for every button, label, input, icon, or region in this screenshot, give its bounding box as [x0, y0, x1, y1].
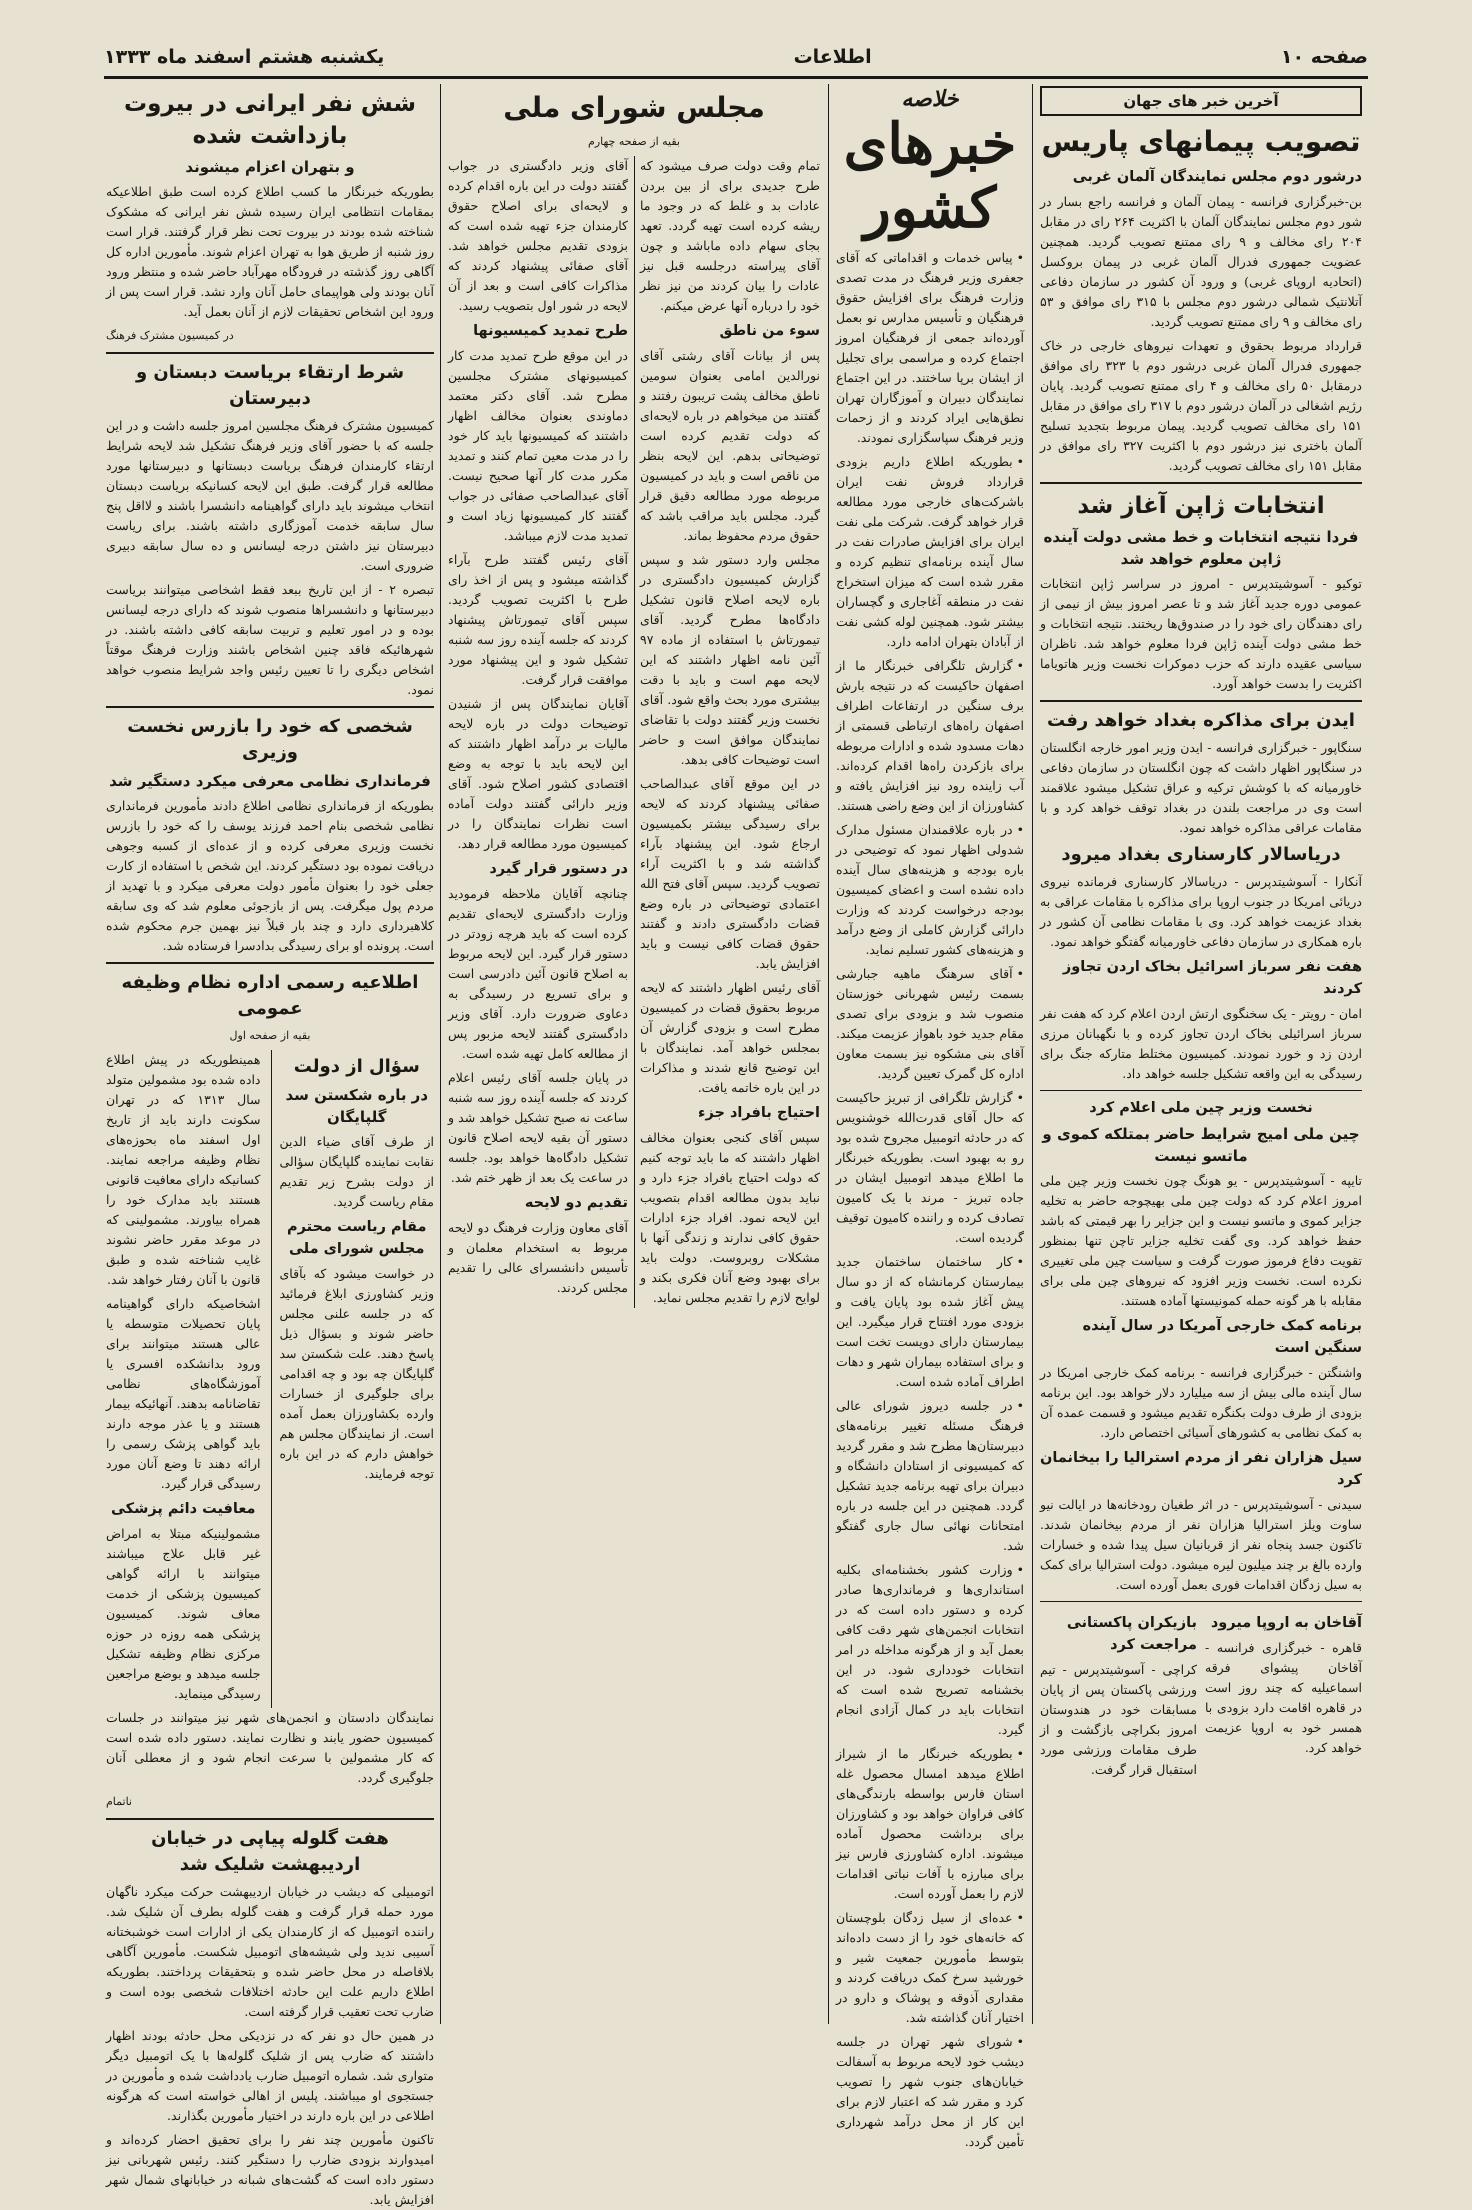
- aga-khan-headline: آقاخان به اروپا میرود: [1210, 1615, 1362, 1631]
- shooting-body-3: تاکنون مأمورین چند نفر را برای تحقیق احضار کرده‌اند و امیدوارند بزودی ضارب را دستگیر کنند. رئیس شهربانی نیز دستور داده است که گشت‌های شبانه در خیابانهای شمال شهر افزایش یابد.: [106, 2132, 434, 2207]
- domestic-news-masthead: [836, 86, 1024, 240]
- admiral-headline: دریاسالار کارسناری بغداد میرود: [1061, 844, 1341, 865]
- parliament-text: آقای رئیس گفتند طرح بآراء گذاشته میشود و پس از اخذ رای طرح با اکثریت تصویب گردید. سپس آقای تیمورتاش پیشنهاد کردند که جلسه آینده روز سه شنبه تشکیل شود و این پیشنهاد مورد موافقت قرار گرفت.: [448, 552, 628, 687]
- china-subheadline: چین ملی امیج شرایط حاضر بمتلکه کموی و ماتسو نیست: [1042, 1125, 1360, 1165]
- six-iranians-subheadline: و بتهران اعزام میشوند: [185, 158, 355, 176]
- japan-headline: انتخابات ژاپن آغاز شد: [1077, 493, 1325, 519]
- conscription-headline: اطلاعیه رسمی اداره نظام وظیفه عمومی: [121, 972, 419, 1019]
- question-body-2: در خواست میشود که بآقای وزیر کشاورزی ابلاغ فرمائید که در جلسه علنی مجلس حاضر شوند و بسؤال ذیل پاسخ دهند. علت شکستن سد گلپایگان چه بود و چه اقدامی برای جلوگیری از خسارات وارده بکشاورزان بعمل آمده است. از نمایندگان مجلس هم خواهش دارم که در این باره توجه فرمایند.: [279, 1266, 434, 1481]
- domestic-item: • گزارش تلگرافی خبرنگار ما از اصفهان حاکیست که در نتیجه بارش برف سنگین در ارتفاعات اطراف اصفهان راه‌های ارتباطی قسمتی از دهات مسدود شده و ادارات مربوطه برای بازکردن راه‌ها اقدام کرده‌اند. آب زاینده رود نیز افزایش یافته و کشاورزان از این وضع راضی هستند.: [836, 656, 1024, 816]
- third-speaker-heading: سوء من ناطق: [719, 323, 820, 339]
- shooting-body-2: در همین حال دو نفر که در نزدیکی محل حادثه بودند اظهار داشتند که ضارب پس از شلیک گلوله‌ها با یک اتومبیل دیگر متواری شد. شماره اتومبیل ضارب یادداشت شده و مأمورین در جستجوی او میباشند. پلیس از اهالی خواسته است که هرگونه اطلاعی در این باره دارند در اختیار مأمورین بگذارند.: [106, 2028, 434, 2123]
- domestic-item: • عده‌ای از سیل زدگان بلوچستان که خانه‌های خود را از دست داده‌اند بتوسط مأمورین جمعیت شیر و خورشید سرخ کمک دریافت کردند و مقداری آذوقه و پوشاک و دارو در اختیار آنان گذاشته شد.: [836, 1908, 1024, 2028]
- parliament-column: [448, 84, 820, 2024]
- six-iranians-headline: شش نفر ایرانی در بیروت بازداشت شده: [123, 91, 417, 149]
- parliament-text: در این موقع طرح تمدید مدت کار کمیسیونهای مشترک مجلسین مطرح شد. آقای دکتر معتمد دماوندی بعنوان مخالف اظهار داشتند که کمیسیونها باید کار خود را در مدت معین تمام کنند و تمدید مکرر مدت کار آنها صحیح نیست. آقای عبدالصاحب صفائی در جواب گفتند کار کمیسیونها زیاد است و تمدید مدت لازم میباشد.: [448, 348, 628, 543]
- karachi-headline: بازیکران پاکستانی مراجعت کرد: [1066, 1615, 1197, 1653]
- section-note: در کمیسیون مشترک فرهنگ: [106, 329, 234, 342]
- parliament-text: سپس آقای کنجی بعنوان مخالف اظهار داشتند که ما باید توجه کنیم که دولت احتیاج بافراد جزء دارد و نباید بدون مطالعه اقدام بتصویب این لایحه نمود. افراد جزء ادارات حقوق کافی ندارند و زندگی آنها با مشکلات روبروست. دولت باید برای بهبود وضع آنان فکری بکند و لوایح لازم را تقدیم مجلس نماید.: [640, 1130, 820, 1305]
- parliament-text: چنانچه آقایان ملاحظه فرمودید وزارت دادگستری لایحه‌ای تقدیم کرده است که باید هرچه زودتر در دستور قرار گیرد. این لایحه مربوط به اصلاح قانون آئین دادرسی است و برای تسریع در رسیدگی به دعاوی ضرورت دارد. آقای وزیر دادگستری گفتند لایحه مزبور پس از مطالعه کامل تهیه شده است.: [448, 886, 628, 1061]
- impostor-headline: شخصی که خود را بازرس نخست وزیری: [127, 716, 413, 763]
- agenda-heading: در دستور قرار گیرد: [489, 861, 628, 877]
- shooting-headline: هفت گلوله پیاپی در خیابان اردیبهشت شلیک شد: [151, 1828, 389, 1875]
- domestic-item: • کار ساختمان ساختمان جدید بیمارستان کرمانشاه که از دو سال پیش آغاز شده بود پایان یافت و بزودی مورد افتتاح قرار میگیرد. این بیمارستان دارای دویست تخت است و برای استفاده بیماران شهر و دهات اطراف آماده شده است.: [836, 1252, 1024, 1392]
- commissions-heading: طرح تمدید کمیسیونها: [473, 323, 628, 339]
- japan-subheadline: فردا نتیجه انتخابات و خط مشی دولت آینده ژاپن معلوم خواهد شد: [1043, 528, 1359, 568]
- question-subheadline: در باره شکستن سد گلپایگان: [285, 1086, 429, 1126]
- exemption-body: مشمولینیکه مبتلا به امراض غیر قابل علاج میباشند میتوانند با ارائه گواهی کمیسیون پزشکی از خدمت معاف شوند. کمیسیون پزشکی همه روزه در حوزه مرکزی نظام وظیفه تشکیل جلسه میدهد و بوضع مراجعین رسیدگی مینماید.: [106, 1526, 261, 1701]
- left-column: [106, 84, 434, 2207]
- paris-subheadline: درشور دوم مجلس نمایندگان آلمان غربی: [1072, 169, 1362, 185]
- divider: [106, 352, 434, 354]
- domestic-item: • وزارت کشور بخشنامه‌ای بکلیه استانداری‌ها و فرمانداری‌ها صادر کرده و دستور داده است که در انتخابات انجمن‌های شهر دقت کافی بعمل آید و از هرگونه مداخله در امر انتخابات خودداری شود. در این بخشنامه تصریح شده است که انتخابات باید در کمال آزادی انجام گیرد.: [836, 1560, 1024, 1740]
- china-headline: نخست وزیر چین ملی اعلام کرد: [1089, 1100, 1313, 1116]
- paris-headline: تصویب پیمانهای پاریس: [1041, 125, 1361, 158]
- parliament-continued: بقیه از صفحه چهارم: [588, 135, 680, 148]
- karachi-brief: [1040, 1608, 1197, 1784]
- parliament-headline: مجلس شورای ملی: [503, 91, 765, 124]
- admiral-body: آنکارا - آسوشیتدپرس - دریاسالار کارسناری فرمانده نیروی دریائی امریکا در جنوب اروپا برای مذاکره با مقامات عراقی به بغداد عزیمت خواهد کرد. وی با مقامات نظامی آن کشور در باره همکاری در سازمان دفاعی خاورمیانه گفتگو خواهد نمود.: [1040, 874, 1362, 949]
- masthead-small-word: خلاصه: [901, 86, 959, 112]
- promotion-body: کمیسیون مشترک فرهنگ مجلسین امروز جلسه داشت و در این جلسه که با حضور آقای وزیر فرهنگ تشکیل شد لایحه شرایط ارتقاء کارمندان فرهنگ بریاست دبستانها و دبیرستانها مورد مطالعه قرار گرفت. طبق این لایحه کسانیکه بریاست دبستان انتخاب میشوند باید دارای گواهینامه دانشسرا باشند و لااقل پنج سال سابقه خدمت آموزگاری داشته باشند. برای ریاست دبیرستان نیز داشتن درجه لیسانس و ده سال سابقه دبیری ضروری است.: [106, 418, 434, 573]
- conscription-text: [106, 1050, 261, 1708]
- domestic-item: • پیاس خدمات و اقداماتی که آقای جعفری وزیر فرهنگ در مدت تصدی وزارت فرهنگ برای افزایش حقوق فرهنگیان و تأسیس مدارس نو بعمل آورده‌اند جمعی از فرهنگیان امروز اجتماع کرده و مراسمی برای تجلیل از ایشان برپا ساختند. در این اجتماع نمایندگان دبیران و آموزگاران تهران نطق‌هایی ایراد کردند و از زحمات وزیر فرهنگ سپاسگزاری نمودند.: [836, 248, 1024, 448]
- eden-headline: ایدن برای مذاکره بغداد خواهد رفت: [1047, 710, 1355, 731]
- flood-headline: سیل هزاران نفر از مردم استرالیا را بیخانمان کرد: [1040, 1450, 1362, 1488]
- paris-body: بن-خبرگزاری فرانسه - پیمان آلمان و فرانسه راجع بسار در شور دوم مجلس نمایندگان آلمان با اکثریت ۲۶۴ رای در مقابل ۲۰۴ رای مخالف و ۹ رای ممتنع تصویب گردید. همچنین عضویت جمهوری فدرال آلمان غربی در پیمان بروکسل (اتحادیه اروپای غربی) و ورود آن کشور در سازمان دفاعی آتلانتیک شمالی درشور دوم مجلس با ۳۱۵ رای موافق و ۵۳ رای مخالف و ۹ رای ممتنع تصویب گردید.: [1040, 194, 1363, 329]
- exemption-heading: معافیت دائم پزشکی: [110, 1501, 256, 1517]
- page-number: صفحه ۱۰: [1280, 46, 1368, 68]
- parliament-text: پس از بیانات آقای رشتی آقای نورالدین امامی بعنوان سومین ناطق مخالف پشت تریبون رفتند و گفتند من میخواهم در باره لایحه‌ای که دولت تقدیم کرده است توضیحاتی بدهم. این لایحه بنظر من ناقص است و باید در کمیسیون مربوطه مورد مطالعه دقیق قرار گیرد. مجلس باید مراقب باشد که حقوق مردم محفوظ بماند.: [640, 348, 820, 543]
- question-headline: سؤال از دولت: [293, 1056, 420, 1077]
- masthead-main-word: خبرهای کشور: [843, 111, 1017, 241]
- japan-body: توکیو - آسوشیتدپرس - امروز در سراسر ژاپن انتخابات عمومی دوره جدید آغاز شد و تا عصر امروز بیش از نیمی از رای دهندگان رای خود را در صندوق‌ها ریختند. نتیجه انتخابات و خط مشی دولت آینده ژاپن فردا معلوم خواهد شد. ناظران سیاسی عقیده دارند که حزب دموکرات نخست وزیر هاتویاما اکثریت را بدست خواهد آورد.: [1040, 576, 1362, 691]
- parliament-columns: [448, 156, 820, 1308]
- parliament-text: تمام وقت دولت صرف میشود که طرح جدیدی برای از بین بردن عادات بد و غلط که در وجود ما ریشه کرده است تهیه گردد. تعهد بجای سهام داده ماباشد و چون آقای پیراسته درجلسه قبل نیز عادات را بیان کردند من نیز نظر خود را درباره آنها عرض میکنم.: [640, 158, 820, 313]
- aga-khan-body: قاهره - خبرگزاری فرانسه - آقاخان پیشوای فرقه اسماعیلیه که چند روز است در قاهره اقامت دارد بزودی با همسر خود به اروپا عزیمت خواهد کرد.: [1205, 1640, 1362, 1755]
- question-address: مقام ریاست محترم مجلس شورای ملی: [287, 1219, 427, 1257]
- aid-headline: برنامه کمک خارجی آمریکا در سال آینده سنگین است: [1082, 1318, 1362, 1356]
- aga-khan-brief: [1205, 1608, 1362, 1784]
- eden-body: سنگاپور - خبرگزاری فرانسه - ایدن وزیر امور خارجه انگلستان در سنگاپور اظهار داشت که چون انگلستان در سازمان دفاعی خاورمیانه که با کوشش ترکیه و عراق تشکیل میشود علاقمند است وی در مراجعت بلندن در بغداد توقف خواهد کرد و با مقامات عراقی مذاکره خواهد نمود.: [1040, 740, 1362, 835]
- aid-body: واشنگتن - خبرگزاری فرانسه - برنامه کمک خارجی امریکا در سال آینده مالی بیش از سه میلیارد دلار خواهد بود. این برنامه بزودی از طرف دولت بکنگره تقدیم میشود و قسمت عمده آن به کمک نظامی به کشورهای آسیائی اختصاص دارد.: [1040, 1365, 1362, 1440]
- domestic-item: • بطوریکه خبرنگار ما از شیراز اطلاع میدهد امسال محصول غله استان فارس بواسطه بارندگی‌های کافی فراوان خواهد بود و کشاورزان برای برداشت محصول آماده میشوند. اداره کشاورزی فارس نیز برای مبارزه با آفات نباتی اقدامات لازم را بعمل آورده است.: [836, 1744, 1024, 1904]
- world-news-column: [1040, 84, 1362, 2024]
- parliament-text: آقای وزیر دادگستری در جواب گفتند دولت در این باره اقدام کرده و لایحه‌ای برای اصلاح حقوق کارمندان جزء تهیه شده است که بزودی تقدیم مجلس خواهد شد. آقای صفائی پیشنهاد کردند که مذاکرات کافی است و بعد از آن لایحه در شور اول بتصویب رسید.: [448, 158, 628, 313]
- china-body: تایپه - آسوشیتدپرس - یو هونگ چون نخست وزیر چین ملی امروز اعلام کرد که دولت چین ملی بهیچوجه حاضر به تخلیه جزایر کموی و ماتسو نیست و این جزایر را بهر قیمتی که باشد حفظ خواهد کرد. وی گفت تخلیه جزایر تاچن تنها بمنظور تقویت دفاع فرموز صورت گرفت و سیاست چین ملی تغییری نکرده است. نخست وزیر افزود که نیروهای چین ملی برای مقابله با هر گونه حمله کمونیستها آماده هستند.: [1040, 1173, 1362, 1308]
- domestic-news-column: [836, 84, 1024, 2149]
- parliament-text: آقای رئیس اظهار داشتند که لایحه مربوط بحقوق قضات در کمیسیون مطرح است و بزودی گزارش آن بمجلس خواهد آمد. نمایندگان با این توضیح قانع شدند و مذاکرات در این باره خاتمه یافت.: [640, 980, 820, 1095]
- domestic-item: • در جلسه دیروز شورای عالی فرهنگ مسئله تغییر برنامه‌های دبیرستان‌ها مطرح شد و مقرر گردید که کمیسیونی از استادان دانشگاه و دبیران برای تهیه برنامه جدید تشکیل گردد. همچنین در این جلسه در باره امتحانات نهائی سال جاری گفتگو شد.: [836, 1396, 1024, 1556]
- newspaper-name: اطلاعات: [793, 46, 872, 68]
- header-rule: [104, 76, 1368, 79]
- conscription-body-3: نمایندگان دادستان و انجمن‌های شهر نیز میتوانند در جلسات کمیسیون حضور یابند و نظارت نمایند. دستور داده شده است که کار مشمولین با سرعت انجام شود و از معطلی آنان جلوگیری گردد.: [106, 1710, 434, 1785]
- soldiers-body: امان - رویتر - یک سخنگوی ارتش اردن اعلام کرد که هفت نفر سرباز اسرائیلی بخاک اردن تجاوز کرده و با نگهبانان مرزی اردن زد و خورد نمودند. کمیسیون مختلط متارکه جنگ برای رسیدگی به این واقعه تشکیل جلسه خواهد داد.: [1040, 1006, 1362, 1081]
- issue-date: یکشنبه هشتم اسفند ماه ۱۳۳۳: [104, 46, 385, 68]
- need-heading: احتیاج بافراد جزء: [698, 1105, 820, 1121]
- conscription-continued: بقیه از صفحه اول: [229, 1029, 311, 1042]
- page-header: [104, 40, 1368, 74]
- promotion-headline: شرط ارتقاء بریاست دبستان و دبیرستان: [135, 362, 405, 409]
- conscription-split: [106, 1050, 434, 1708]
- divider: [1040, 1090, 1362, 1091]
- domestic-item: • بطوریکه اطلاع داریم بزودی قرارداد فروش نفت ایران باشرکت‌های خارجی مورد مطالعه قرار خواهد گرفت. شرکت ملی نفت ایران برای افزایش صادرات نفت در سال آینده برنامه‌ای تنظیم کرده و مقرر شده است که میزان استخراج نفت در منطقه آغاجاری و گچساران بیشتر شود. همچنین لوله کشی نفت از آبادان بتهران ادامه دارد.: [836, 452, 1024, 652]
- promotion-body-2: تبصره ۲ - از این تاریخ ببعد فقط اشخاصی میتوانند بریاست دبیرستانها و دانشسراها منصوب شوند که دارای درجه لیسانس بوده و در امور تعلیم و تربیت سابقه کافی داشته باشند. در شهرهائیکه فاقد چنین اشخاص باشند وزارت فرهنگ موقتاً اشخاص دیگری را تا تعیین رئیس واجد شرایط منصوب خواهد نمود.: [106, 582, 434, 697]
- column-rule: [828, 84, 829, 2024]
- parliament-text: در پایان جلسه آقای رئیس اعلام کردند که جلسه آینده روز سه شنبه ساعت نه صبح تشکیل خواهد شد و دستور آن بقیه لایحه اصلاح قانون تشکیل دادگاه‌ها خواهد بود. جلسه در ساعت یک بعد از ظهر ختم شد.: [448, 1070, 628, 1185]
- parliament-text: آقایان نمایندگان پس از شنیدن توضیحات دولت در باره لایحه مالیات بر درآمد اظهار داشتند که این لایحه باید با توجه به وضع اقتصادی کشور اصلاح شود. آقای وزیر دارائی گفتند دولت آماده است نظرات نمایندگان را در کمیسیون مورد مطالعه قرار دهد.: [448, 696, 628, 851]
- karachi-body: کراچی - آسوشیتدپرس - تیم ورزشی پاکستان پس از پایان مسابقات خود در هندوستان امروز بکراچی بازگشت و از طرف مقامات ورزشی مورد استقبال قرار گرفت.: [1040, 1662, 1197, 1777]
- conscription-body-2: اشخاصیکه دارای گواهینامه پایان تحصیلات متوسطه یا عالی هستند میتوانند برای ورود بدانشکده افسری یا آموزشگاه‌های نظامی تقاضانامه بدهند. آنهائیکه بیمار هستند و یا عذر موجه دارند باید گواهی پزشک رسمی را ارائه دهند تا وضع آنان مورد رسیدگی قرار گیرد.: [106, 1296, 261, 1491]
- domestic-item: • گزارش تلگرافی از تبریز حاکیست که حال آقای قدرت‌الله خوشنویس که در حادثه اتومبیل مجروح شده بود رو به بهبود است. بطوریکه خبرنگار ما اطلاع میدهد اتومبیل ایشان در جاده تبریز - مرند با یک کامیون تصادف کرده و راننده کامیون توقیف گردیده است.: [836, 1088, 1024, 1248]
- continued-note: ناتمام: [106, 1795, 132, 1808]
- divider: [1040, 700, 1362, 702]
- world-news-label: آخرین خبر های جهان: [1040, 86, 1362, 116]
- soldiers-headline: هفت نفر سرباز اسرائیل بخاک اردن تجاوز کردند: [1062, 959, 1362, 997]
- impostor-body: بطوریکه از فرمانداری نظامی اطلاع دادند مأمورین فرمانداری نظامی شخصی بنام احمد فرزند یوسف را که خود را بازرس نخست وزیری معرفی کرده و از عده‌ای از کسبه وجوهی دریافت نموده بود دستگیر کردند. این شخص با استفاده از کارت جعلی خود را بعنوان مأمور دولت معرفی میکرد و با تهدید از مردم پول میگرفت. پس از بازجوئی معلوم شد که وی سابقه کلاهبرداری دارد و چند بار قبلاً نیز بهمین جرم محکوم شده است. پرونده او برای رسیدگی بدادسرا فرستاده شد.: [106, 798, 434, 953]
- divider: [1040, 1601, 1362, 1602]
- domestic-item: • آقای سرهنگ ماهیه جبارشی بسمت رئیس شهربانی خوزستان منصوب شد و بزودی برای تصدی مقام جدید خود باهواز عزیمت میکند. آقای بنی مشکوه نیز بسمت معاون اداره کل گمرک تعیین گردید.: [836, 964, 1024, 1084]
- domestic-item: • شورای شهر تهران در جلسه دیشب خود لایحه مربوط به آسفالت خیابان‌های جنوب شهر را تصویب کرد و مقرر شد که اعتبار لازم برای این کار از محل درآمد شهرداری تأمین گردد.: [836, 2032, 1024, 2152]
- divider: [106, 706, 434, 708]
- conscription-body: همینطوریکه در پیش اطلاع داده شده بود مشمولین متولد سال ۱۳۱۳ که در تهران سکونت دارند باید از تاریخ اول اسفند ماه بحوزه‌های نظام وظیفه مراجعه نمایند. کسانیکه دارای معافیت قانونی هستند باید مدارک خود را همراه بیاورند. مشمولینی که در موعد مقرر حاضر نشوند غایب شناخته شده و طبق قانون با آنان رفتار خواهد شد.: [106, 1052, 261, 1287]
- shooting-body: اتومبیلی که دیشب در خیابان اردیبهشت حرکت میکرد ناگهان مورد حمله قرار گرفت و هفت گلوله بطرف آن شلیک شد. راننده اتومبیل که از کارمندان یکی از ادارات است خوشبختانه آسیبی ندید ولی شیشه‌های اتومبیل شکست. مأمورین آگاهی بلافاصله در محل حاضر شده و بتحقیقات پرداختند. بطوریکه اطلاع داریم علت این حادثه اختلافات شخصی بوده است و ضارب تحت تعقیب قرار گرفته است.: [106, 1884, 434, 2019]
- six-iranians-body: بطوریکه خبرنگار ما کسب اطلاع کرده است طبق اطلاعیکه بمقامات انتظامی ایران رسیده شش نفر ایرانی که مشکوک شناخته شده بودند در بیروت تحت نظر قرار گرفتند. قرار است روز شنبه از طریق هوا به تهران اعزام شوند. مأمورین اداره کل آگاهی روز گذشته در فرودگاه مهرآباد حاضر شده و منتظر ورود آنان بودند ولی هواپیمای حامل آنان وارد نشد. قرار است پس از ورود این اشخاص تحقیقات لازم از آنان بعمل آید.: [106, 184, 434, 319]
- divider: [106, 962, 434, 964]
- question-box: [271, 1050, 435, 1708]
- divider: [106, 1818, 434, 1820]
- two-bills-heading: تقدیم دو لایحه: [524, 1195, 628, 1211]
- divider: [1040, 482, 1362, 484]
- flood-body: سیدنی - آسوشیتدپرس - در اثر طغیان رودخانه‌ها در ایالت نیو ساوت ویلز استرالیا هزاران نفر از مردم بیخانمان شدند. تاکنون جسد پنجاه نفر از قربانیان سیل پیدا شده و خسارات وارده بالغ بر چند میلیون لیره میشود. دولت استرالیا برای کمک به سیل زدگان اقدامات فوری بعمل آورده است.: [1040, 1497, 1362, 1592]
- parliament-text: مجلس وارد دستور شد و سپس گزارش کمیسیون دادگستری در باره لایحه اصلاح قانون تشکیل دادگاه‌ها مطرح گردید. آقای تیمورتاش با استفاده از ماده ۹۷ آئین نامه اظهار داشتند که این لایحه مهم است و باید با دقت بیشتری مورد بحث واقع شود. آقای نخست وزیر گفتند دولت با تقاضای نمایندگان موافق است و حاضر است توضیحات کافی بدهد.: [640, 552, 820, 767]
- question-body: از طرف آقای ضیاء الدین نقابت نماینده گلپایگان سؤالی از دولت بشرح زیر تقدیم مقام ریاست گردید.: [279, 1134, 434, 1209]
- bottom-briefs: [1040, 1608, 1362, 1784]
- parliament-text: آقای معاون وزارت فرهنگ دو لایحه مربوط به استخدام معلمان و تأسیس دانشسرای عالی را تقدیم مجلس کردند.: [448, 1220, 628, 1295]
- column-rule: [1032, 84, 1033, 2024]
- parliament-text: در این موقع آقای عبدالصاحب صفائی پیشنهاد کردند که لایحه برای رسیدگی بیشتر بکمیسیون ارجاع شود. این پیشنهاد بآراء گذاشته شد و با اکثریت آراء تصویب گردید. سپس آقای فتح الله اعتمادی توضیحاتی در باره وضع قضات دادگستری دادند و گفتند حقوق قضات کافی نیست و باید افزایش یابد.: [640, 776, 820, 971]
- domestic-item: • در باره علاقمندان مسئول مدارک شدولی اظهار نمود که توضیحی در باره بودجه و هزینه‌های سال آینده داده نشده است و اعضای کمیسیون بودجه درخواست کردند که وزارت دارائی گزارش کاملی از وضع درآمد و هزینه‌های کشور تسلیم نماید.: [836, 820, 1024, 960]
- paris-body-2: قرارداد مربوط بحقوق و تعهدات نیروهای خارجی در خاک جمهوری فدرال آلمان غربی درشور دوم با ۳۲۳ رای موافق درمقابل ۵۰ رای مخالف و ۴ رای ممتنع تصویب گردید. پایان رژیم اشغالی در آلمان درشور دوم با ۳۱۷ رای موافق در مقابل ۱۵۱ رای مخالف تصویب گردید. پیمان مربوط بتجدید تسلیح آلمان باختری نیز درشور دوم با اکثریت ۳۲۷ رای موافق در مقابل ۱۵۱ رای مخالف تصویب گردید.: [1040, 338, 1363, 473]
- impostor-subheadline: فرمانداری نظامی معرفی میکرد دستگیر شد: [109, 772, 431, 790]
- column-rule: [440, 84, 441, 2024]
